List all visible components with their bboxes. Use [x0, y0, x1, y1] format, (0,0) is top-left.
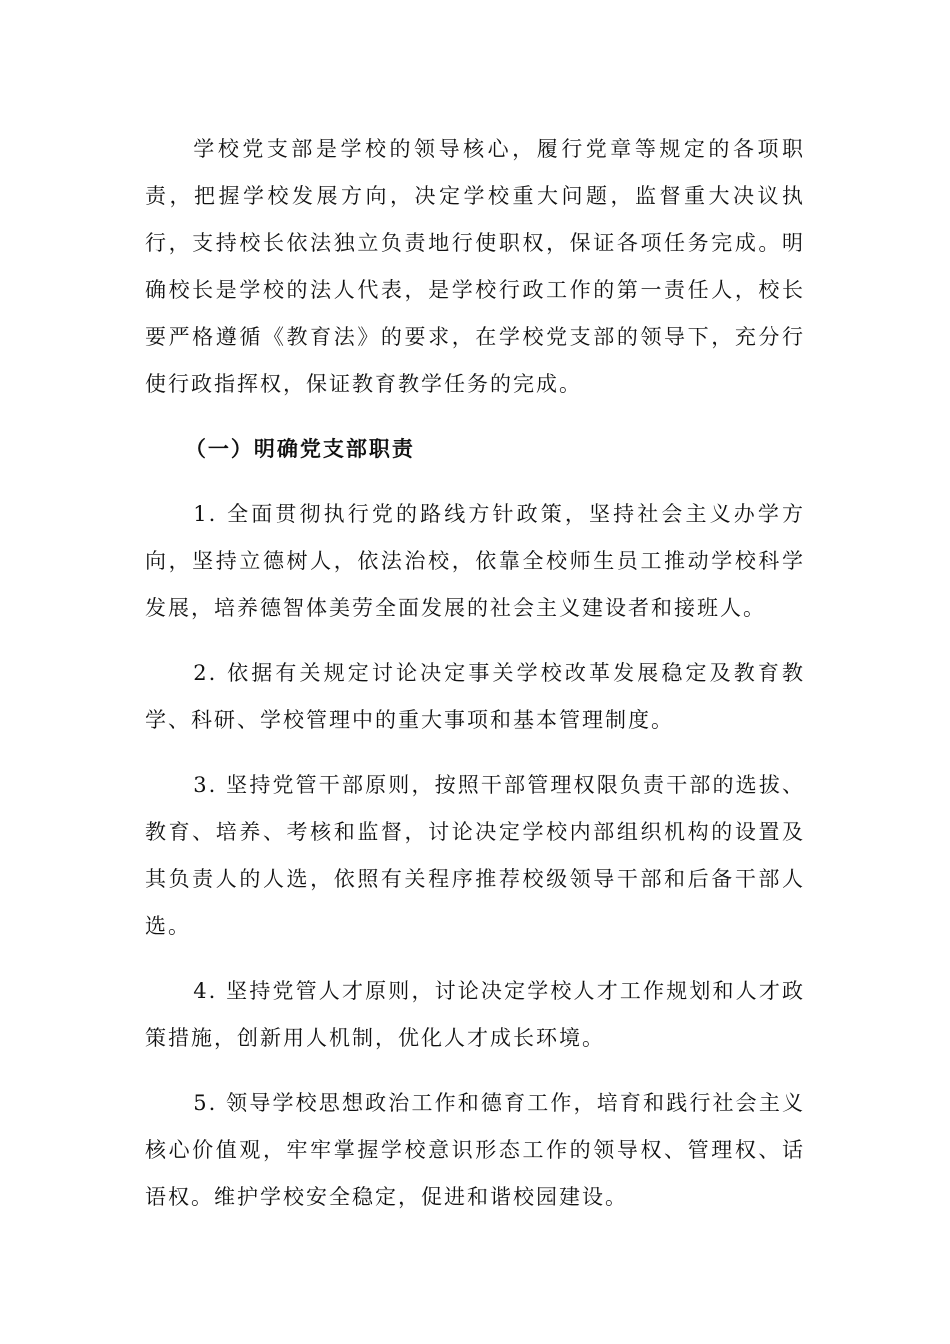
item-paragraph-3: 3. 坚持党管干部原则，按照干部管理权限负责干部的选拔、教育、培养、考核和监督，讨论决定学校内部组织机构的设置及其负责人的人选，依照有关程序推荐校级领导干部和后备干部人选。	[145, 773, 805, 938]
section-heading: （一）明确党支部职责	[184, 437, 415, 461]
item-paragraph-2: 2. 依据有关规定讨论决定事关学校改革发展稳定及教育教学、科研、学校管理中的重大事项和基本管理制度。	[145, 661, 805, 732]
item-paragraph-1: 1. 全面贯彻执行党的路线方针政策，坚持社会主义办学方向，坚持立德树人，依法治校，依靠全校师生员工推动学校科学发展，培养德智体美劳全面发展的社会主义建设者和接班人。	[145, 502, 805, 620]
intro-paragraph: 学校党支部是学校的领导核心，履行党章等规定的各项职责，把握学校发展方向，决定学校重大问题，监督重大决议执行，支持校长依法独立负责地行使职权，保证各项任务完成。明确校长是学校的法人代表，是学校行政工作的第一责任人，校长要严格遵循《教育法》的要求，在学校党支部的领导下，充分行使行政指挥权，保证教育教学任务的完成。	[145, 137, 805, 396]
document-body	[145, 126, 805, 1221]
item-paragraph-5: 5. 领导学校思想政治工作和德育工作，培育和践行社会主义核心价值观，牢牢掌握学校意识形态工作的领导权、管理权、话语权。维护学校安全稳定，促进和谐校园建设。	[145, 1091, 805, 1209]
item-paragraph-4: 4. 坚持党管人才原则，讨论决定学校人才工作规划和人才政策措施，创新用人机制，优化人才成长环境。	[145, 979, 805, 1050]
